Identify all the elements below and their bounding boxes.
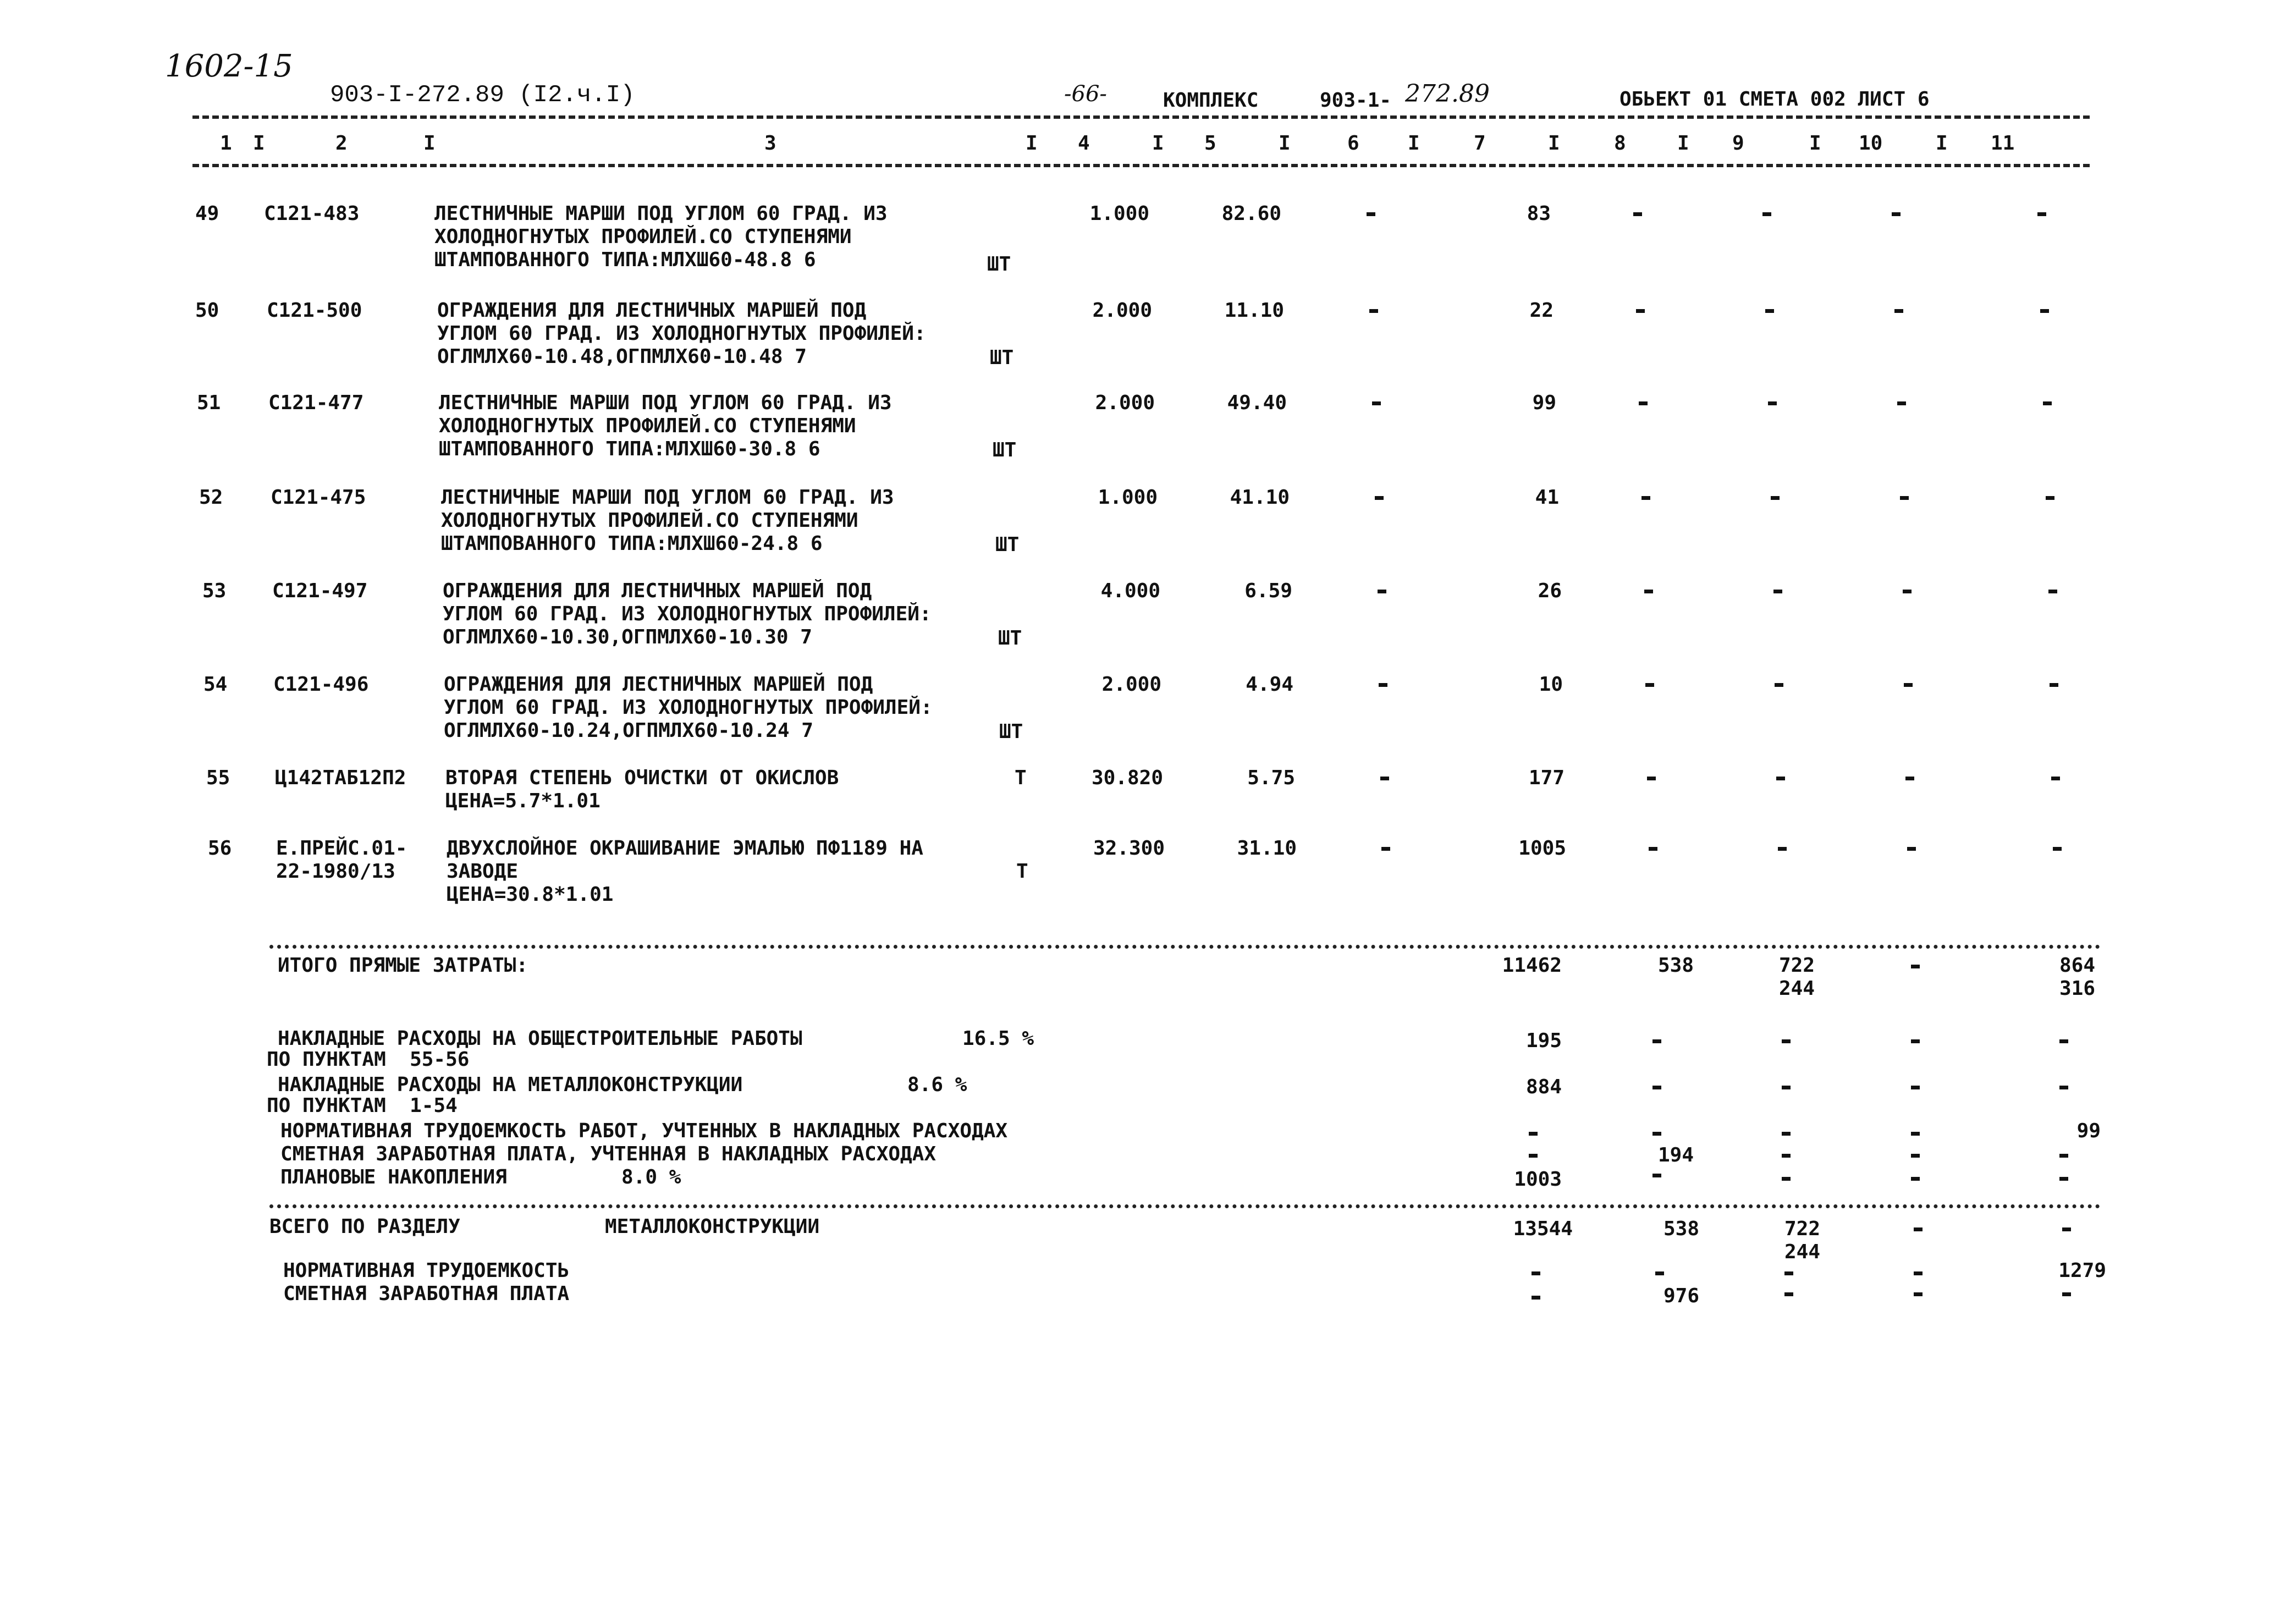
dash-c6 <box>1372 401 1381 405</box>
section-total-c7: 13544 <box>1513 1218 1573 1240</box>
row-code: С121-496 <box>273 673 369 696</box>
row-c7: 22 <box>1529 299 1554 322</box>
dash-c9 <box>1771 496 1780 500</box>
dotted-rule <box>269 1204 2101 1208</box>
dash-c8 <box>1641 496 1650 500</box>
row-desc-line: ВТОРАЯ СТЕПЕНЬ ОЧИСТКИ ОТ ОКИСЛОВ <box>445 767 839 789</box>
dash-c10 <box>1911 1039 1920 1043</box>
dash-c8 <box>1652 1086 1661 1089</box>
row-qty: 2.000 <box>1101 673 1161 696</box>
row-desc-line: УГЛОМ 60 ГРАД. ИЗ ХОЛОДНОГНУТЫХ ПРОФИЛЕЙ: <box>437 322 926 345</box>
row-number: 56 <box>208 837 232 860</box>
dash-c8 <box>1636 309 1645 313</box>
overhead-label: НАКЛАДНЫЕ РАСХОДЫ НА ОБЩЕСТРОИТЕЛЬНЫЕ РАБОТЫ <box>278 1027 802 1050</box>
dash-c8 <box>1633 212 1642 216</box>
dash-c11 <box>2062 1292 2071 1296</box>
row-price: 82.60 <box>1221 202 1281 225</box>
dash-c11 <box>2059 1086 2068 1089</box>
row-unit: ШТ <box>987 253 1011 276</box>
dash-c8 <box>1649 847 1657 851</box>
complex-code-print: 903-1- <box>1320 89 1392 112</box>
row-unit: ШТ <box>998 627 1022 649</box>
header-rule-bottom <box>192 164 2090 167</box>
dash-c8 <box>1652 1132 1661 1136</box>
dash-c10 <box>1894 309 1903 313</box>
dash-c9 <box>1778 847 1787 851</box>
row-qty: 2.000 <box>1095 392 1155 414</box>
header-rule-top <box>192 115 2090 119</box>
dash-c9 <box>1765 309 1774 313</box>
row-c7: 41 <box>1535 486 1559 509</box>
row-desc-line: ОГРАЖДЕНИЯ ДЛЯ ЛЕСТНИЧНЫХ МАРШЕЙ ПОД <box>444 673 873 696</box>
dash-c7 <box>1532 1271 1540 1275</box>
overhead-rate: 16.5 % <box>962 1027 1034 1050</box>
dash-c10 <box>1911 1154 1920 1158</box>
dash-c11 <box>2051 777 2060 780</box>
dash-c6 <box>1380 777 1389 780</box>
row-price: 5.75 <box>1247 767 1295 789</box>
col-num-5: 5 <box>1204 132 1216 155</box>
dash-c11 <box>2043 401 2052 405</box>
dash-c10 <box>1911 1086 1920 1089</box>
row-number: 51 <box>197 392 221 414</box>
col-num-10: 10 <box>1859 132 1883 155</box>
row-desc-line: ОГЛМЛХ60-10.48,ОГПМЛХ60-10.48 7 <box>437 345 807 368</box>
col-sep: I <box>1152 132 1164 155</box>
row-desc-line: ОГРАЖДЕНИЯ ДЛЯ ЛЕСТНИЧНЫХ МАРШЕЙ ПОД <box>443 580 872 602</box>
col-sep: I <box>1408 132 1420 155</box>
row-qty: 30.820 <box>1091 767 1163 789</box>
row-number: 54 <box>203 673 228 696</box>
page-number: -66- <box>1064 81 1107 107</box>
row-number: 55 <box>206 767 230 789</box>
dash-c9 <box>1782 1132 1791 1136</box>
dash-c8 <box>1645 683 1654 687</box>
total-c8: 538 <box>1657 954 1694 977</box>
row-code-cont: 22-1980/13 <box>276 860 395 883</box>
row-desc-line: ШТАМПОВАННОГО ТИПА:МЛХШ60-30.8 6 <box>439 438 820 460</box>
labor-total-c11: 1279 <box>2058 1259 2106 1282</box>
col-sep: I <box>253 132 265 155</box>
dash-c6 <box>1367 212 1375 216</box>
row-desc-line: ЛЕСТНИЧНЫЕ МАРШИ ПОД УГЛОМ 60 ГРАД. ИЗ <box>439 392 892 414</box>
dash-c10 <box>1911 1177 1920 1181</box>
dash-c11 <box>2059 1177 2068 1181</box>
total-c9: 722 <box>1778 954 1815 977</box>
dash-c9 <box>1782 1039 1791 1043</box>
row-qty: 1.000 <box>1098 486 1158 509</box>
row-price: 4.94 <box>1246 673 1293 696</box>
row-desc-line: ЦЕНА=5.7*1.01 <box>445 790 601 812</box>
overhead-label: НАКЛАДНЫЕ РАСХОДЫ НА МЕТАЛЛОКОНСТРУКЦИИ <box>278 1074 743 1096</box>
dash-c9 <box>1784 1271 1793 1275</box>
labor-total-label: НОРМАТИВНАЯ ТРУДОЕМКОСТЬ <box>283 1259 570 1282</box>
dash-c11 <box>2040 309 2049 313</box>
row-desc-line: ШТАМПОВАННОГО ТИПА:МЛХШ60-48.8 6 <box>434 249 816 271</box>
row-c7: 10 <box>1539 673 1563 696</box>
dash-c6 <box>1375 496 1384 500</box>
dash-c10 <box>1914 1271 1923 1275</box>
row-number: 52 <box>199 486 223 509</box>
col-num-9: 9 <box>1732 132 1744 155</box>
overhead-items: ПО ПУНКТАМ 1-54 <box>267 1094 458 1117</box>
row-qty: 32.300 <box>1093 837 1165 860</box>
dash-c11 <box>2062 1227 2071 1231</box>
dash-c6 <box>1369 309 1378 313</box>
dash-c6 <box>1378 590 1386 593</box>
dash-c8 <box>1652 1039 1661 1043</box>
dash-c9 <box>1782 1177 1791 1181</box>
dash-c8 <box>1639 401 1648 405</box>
col-num-4: 4 <box>1078 132 1090 155</box>
total-c11: 864 <box>2059 954 2095 977</box>
dash-c10 <box>1911 965 1920 968</box>
row-desc-line: ШТАМПОВАННОГО ТИПА:МЛХШ60-24.8 6 <box>441 532 823 555</box>
dash-c9 <box>1775 683 1783 687</box>
dash-c11 <box>2046 496 2054 500</box>
row-desc-line: ХОЛОДНОГНУТЫХ ПРОФИЛЕЙ.СО СТУПЕНЯМИ <box>441 509 858 532</box>
dash-c8 <box>1644 590 1653 593</box>
col-sep: I <box>1809 132 1821 155</box>
labor-norm-label: НОРМАТИВНАЯ ТРУДОЕМКОСТЬ РАБОТ, УЧТЕННЫХ В НАКЛАДНЫХ РАСХОДАХ <box>280 1120 1008 1142</box>
dash-c10 <box>1897 401 1906 405</box>
row-number: 49 <box>195 202 219 225</box>
labor-norm-c11: 99 <box>2076 1120 2101 1142</box>
row-desc-line: ЦЕНА=30.8*1.01 <box>447 883 614 906</box>
dash-c10 <box>1914 1292 1923 1296</box>
dash-c9 <box>1784 1292 1793 1296</box>
dash-c10 <box>1904 683 1913 687</box>
dash-c9 <box>1762 212 1771 216</box>
savings-c7: 1003 <box>1514 1168 1562 1191</box>
dash-c7 <box>1532 1296 1540 1300</box>
total-c11-sub: 316 <box>2059 977 2095 1000</box>
row-desc-line: ОГЛМЛХ60-10.24,ОГПМЛХ60-10.24 7 <box>444 719 813 742</box>
section-name: МЕТАЛЛОКОНСТРУКЦИИ <box>605 1215 820 1238</box>
dash-c9 <box>1782 1154 1791 1158</box>
savings-rate: 8.0 % <box>621 1166 681 1188</box>
row-c7: 26 <box>1538 580 1562 602</box>
col-num-2: 2 <box>335 132 348 155</box>
row-desc-line: УГЛОМ 60 ГРАД. ИЗ ХОЛОДНОГНУТЫХ ПРОФИЛЕЙ: <box>444 696 933 719</box>
savings-label: ПЛАНОВЫЕ НАКОПЛЕНИЯ <box>280 1166 507 1188</box>
dash-c8 <box>1652 1174 1661 1177</box>
row-qty: 2.000 <box>1092 299 1152 322</box>
row-code: С121-483 <box>264 202 360 225</box>
dash-c11 <box>2050 683 2058 687</box>
row-unit: Т <box>1016 860 1028 883</box>
row-code: Е.ПРЕЙС.01- <box>276 837 407 860</box>
dash-c7 <box>1529 1132 1538 1136</box>
row-price: 11.10 <box>1224 299 1284 322</box>
dash-c11 <box>2059 1154 2068 1158</box>
salary-label: СМЕТНАЯ ЗАРАБОТНАЯ ПЛАТА, УЧТЕННАЯ В НАКЛАДНЫХ РАСХОДАХ <box>280 1143 937 1165</box>
row-qty: 4.000 <box>1100 580 1160 602</box>
section-total-c8: 538 <box>1663 1218 1699 1240</box>
dash-c11 <box>2053 847 2062 851</box>
dash-c10 <box>1903 590 1912 593</box>
salary-c8: 194 <box>1657 1144 1694 1166</box>
row-price: 49.40 <box>1227 392 1287 414</box>
row-unit: ШТ <box>999 720 1023 743</box>
row-unit: Т <box>1015 767 1027 789</box>
row-price: 31.10 <box>1237 837 1297 860</box>
total-c9-sub: 244 <box>1778 977 1815 1000</box>
dash-c10 <box>1900 496 1909 500</box>
overhead-c7: 884 <box>1525 1076 1562 1098</box>
object-info: ОБЬЕКТ 01 СМЕТА 002 ЛИСТ 6 <box>1620 88 1930 111</box>
dash-c7 <box>1529 1154 1538 1158</box>
dash-c6 <box>1381 847 1390 851</box>
dash-c9 <box>1773 590 1782 593</box>
row-c7: 83 <box>1527 202 1551 225</box>
row-desc-line: ОГРАЖДЕНИЯ ДЛЯ ЛЕСТНИЧНЫХ МАРШЕЙ ПОД <box>437 299 867 322</box>
dash-c9 <box>1776 777 1785 780</box>
salary-total-c8: 976 <box>1663 1285 1699 1307</box>
row-qty: 1.000 <box>1089 202 1149 225</box>
dash-c8 <box>1655 1271 1664 1275</box>
total-c7: 11462 <box>1502 954 1562 977</box>
col-num-3: 3 <box>764 132 776 155</box>
row-desc-line: ЗАВОДЕ <box>447 860 519 883</box>
section-total-label: ВСЕГО ПО РАЗДЕЛУ <box>269 1215 460 1238</box>
row-desc-line: УГЛОМ 60 ГРАД. ИЗ ХОЛОДНОГНУТЫХ ПРОФИЛЕЙ: <box>443 603 932 625</box>
row-desc-line: ХОЛОДНОГНУТЫХ ПРОФИЛЕЙ.СО СТУПЕНЯМИ <box>439 415 856 437</box>
section-total-c9: 722 <box>1784 1218 1820 1240</box>
row-code: Ц142ТАБ12П2 <box>275 767 406 789</box>
row-desc-line: ХОЛОДНОГНУТЫХ ПРОФИЛЕЙ.СО СТУПЕНЯМИ <box>434 225 852 248</box>
salary-total-label: СМЕТНАЯ ЗАРАБОТНАЯ ПЛАТА <box>283 1282 570 1305</box>
row-code: С121-475 <box>271 486 366 509</box>
dash-c9 <box>1768 401 1777 405</box>
row-code: С121-477 <box>268 392 364 414</box>
col-num-7: 7 <box>1474 132 1486 155</box>
dash-c11 <box>2048 590 2057 593</box>
dash-c8 <box>1647 777 1656 780</box>
row-number: 50 <box>195 299 219 322</box>
dash-c10 <box>1907 847 1916 851</box>
dotted-rule <box>269 945 2101 949</box>
complex-code-hand: 272.89 <box>1405 80 1490 108</box>
dash-c10 <box>1892 212 1901 216</box>
row-price: 41.10 <box>1230 486 1290 509</box>
col-sep: I <box>423 132 436 155</box>
col-sep: I <box>1548 132 1560 155</box>
doc-code: 903-I-272.89 (I2.ч.I) <box>330 81 635 109</box>
row-desc-line: ОГЛМЛХ60-10.30,ОГПМЛХ60-10.30 7 <box>443 626 812 648</box>
row-unit: ШТ <box>993 439 1017 461</box>
row-unit: ШТ <box>995 533 1020 556</box>
dash-c10 <box>1914 1227 1923 1231</box>
row-unit: ШТ <box>990 346 1014 369</box>
col-num-8: 8 <box>1614 132 1626 155</box>
dash-c11 <box>2037 212 2046 216</box>
col-sep: I <box>1279 132 1291 155</box>
row-price: 6.59 <box>1244 580 1292 602</box>
row-desc-line: ДВУХСЛОЙНОЕ ОКРАШИВАНИЕ ЭМАЛЬЮ ПФ1189 НА <box>447 837 923 860</box>
col-num-1: 1 <box>220 132 232 155</box>
dash-c9 <box>1782 1086 1791 1089</box>
row-code: С121-497 <box>272 580 368 602</box>
overhead-items: ПО ПУНКТАМ 55-56 <box>267 1048 470 1071</box>
dash-c10 <box>1911 1132 1920 1136</box>
handwritten-code: 1602-15 <box>165 48 293 84</box>
row-c7: 99 <box>1532 392 1556 414</box>
row-desc-line: ЛЕСТНИЧНЫЕ МАРШИ ПОД УГЛОМ 60 ГРАД. ИЗ <box>434 202 888 225</box>
dash-c11 <box>2059 1039 2068 1043</box>
col-sep: I <box>1936 132 1948 155</box>
row-number: 53 <box>202 580 227 602</box>
row-desc-line: ЛЕСТНИЧНЫЕ МАРШИ ПОД УГЛОМ 60 ГРАД. ИЗ <box>441 486 894 509</box>
dash-c6 <box>1379 683 1387 687</box>
col-sep: I <box>1677 132 1689 155</box>
complex-label: КОМПЛЕКС <box>1163 89 1259 112</box>
row-code: С121-500 <box>267 299 362 322</box>
row-c7: 177 <box>1528 767 1565 789</box>
col-num-6: 6 <box>1347 132 1359 155</box>
overhead-c7: 195 <box>1525 1030 1562 1052</box>
total-label: ИТОГО ПРЯМЫЕ ЗАТРАТЫ: <box>278 954 528 977</box>
overhead-rate: 8.6 % <box>907 1074 967 1096</box>
col-sep: I <box>1026 132 1038 155</box>
row-c7: 1005 <box>1518 837 1566 860</box>
section-total-c9-sub: 244 <box>1784 1241 1820 1263</box>
col-num-11: 11 <box>1991 132 2015 155</box>
dash-c10 <box>1905 777 1914 780</box>
